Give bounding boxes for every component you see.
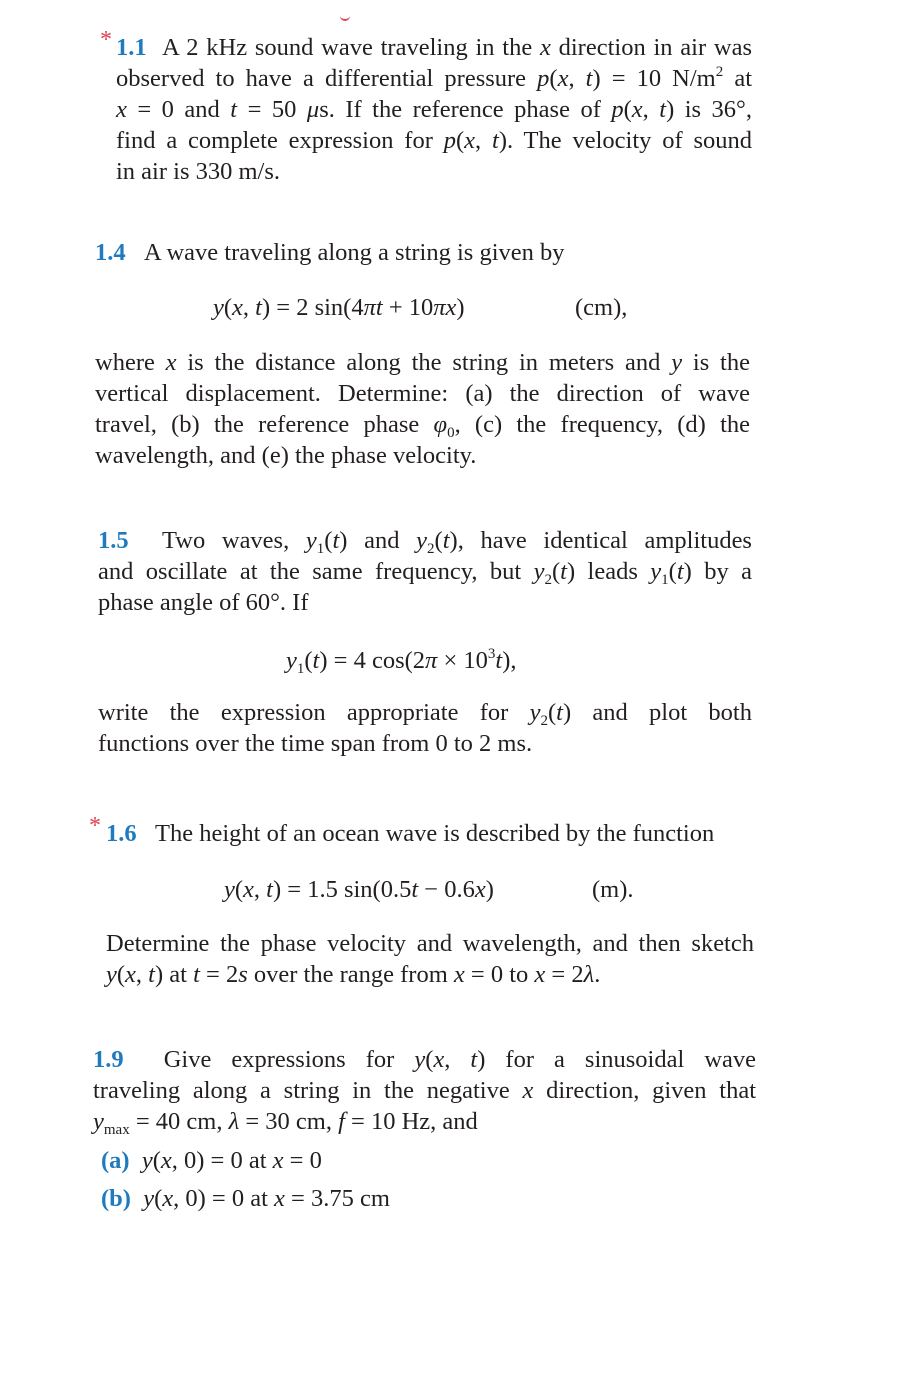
problem-intro: A wave traveling along a string is given by [144,239,565,266]
problem-1-4-line-4: travel, (b) the reference phase $\varphi_0$, (c) the frequency, (d) the [95,411,750,441]
problem-1-9-part-b: (b) y(x, 0) = 0 at x = 3.75 cm [101,1185,390,1212]
problem-1-4-line-2: where x is the distance along the string in meters and y is the [95,349,750,376]
problem-1-9-line-1: 1.9 Give expressions for y(x, t) for a sinusoidal wave [93,1046,757,1073]
problem-1-1-line-1: 1.1 A 2 kHz sound wave traveling in the x direction in air was [116,34,752,61]
problem-1-6-equation-unit: (m). [592,876,634,903]
problem-1-9-part-a: (a) y(x, 0) = 0 at x = 0 [101,1147,322,1174]
problem-1-1-line-3: x = 0 and t = 50 μs. If the reference phase of p(x, t) is 36°, [116,96,752,123]
problem-1-4-equation-unit: (cm), [575,294,628,321]
problem-1-6-line-3: y(x, t) at t = 2s over the range from x = 0 to x = 2λ. [106,961,601,988]
problem-1-6-line-2: Determine the phase velocity and wavelength, and then sketch [106,930,754,957]
problem-number: 1.6 [106,820,137,847]
problem-number: 1.4 [95,239,126,266]
problem-1-4-line-5: wavelength, and (e) the phase velocity. [95,442,477,469]
problem-1-5-line-5: functions over the time span from 0 to 2 ms. [98,730,533,757]
problem-1-5-line-2: and oscillate at the same frequency, but $y_2(t)$ leads $y_1(t)$ by a [98,558,753,588]
problem-1-5-equation: $y_1(t) = 4$ $\cos(2\pi \times 10^3t)$, [286,646,517,677]
problem-1-6-equation: y(x, t) = 1.5 sin(0.5t − 0.6x) [224,876,494,903]
problem-1-6-line-1 [106,822,714,847]
problem-1-4-line-3: vertical displacement. Determine: (a) the direction of wave [95,380,750,407]
star-marker: * [100,27,112,53]
problem-1-5-line-1: 1.5 Two waves, $y_1(t)$ and $y_2(t)$, have identical amplitudes [98,527,752,557]
problem-1-1-line-5: in air is 330 m/s. [116,158,281,185]
problem-1-1-line-2: observed to have a differential pressure p(x, t) = 10 $N/m^2$ at [116,64,753,92]
problem-1-1-line-4: find a complete expression for p(x, t). The velocity of sound [116,127,753,154]
problem-1-4-equation: y(x, t) = 2 sin(4πt + 10πx) [213,294,465,321]
problem-number: 1.5 [98,527,129,554]
problem-1-4-line-1 [95,241,565,266]
scan-mark [340,14,350,21]
problem-1-5-line-4: write the expression appropriate for $y_2(t)$ and plot both [98,699,752,729]
problem-number: 1.1 [116,34,147,61]
star-marker: * [89,813,101,839]
problem-number: 1.9 [93,1046,124,1073]
part-label: (b) [101,1185,131,1212]
problem-1-9-line-2: traveling along a string in the negative x direction, given that [93,1077,757,1104]
part-label: (a) [101,1147,130,1174]
problem-1-9-line-3: $y_{max} = 40$ cm, λ = 30 cm, f = 10 Hz, and [93,1108,478,1138]
problem-1-5-line-3: phase angle of 60°. If [98,589,309,616]
problem-intro: The height of an ocean wave is described by the function [155,820,715,847]
